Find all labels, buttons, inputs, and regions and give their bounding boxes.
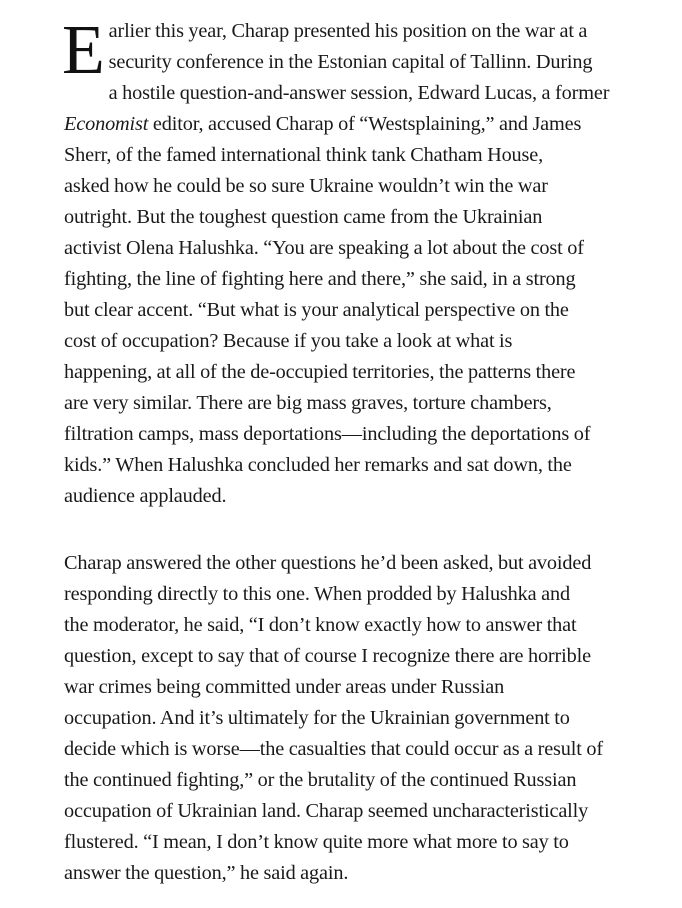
text-line: the moderator, he said, “I don’t know exactly how to answer that xyxy=(64,614,577,636)
text-line: cost of occupation? Because if you take a look at what is xyxy=(64,330,513,352)
text-line: answer the question,” he said again. xyxy=(64,862,349,884)
text-line: the continued fighting,” or the brutality of the continued Russian xyxy=(64,769,577,791)
text-line: but clear accent. “But what is your analytical perspective on the xyxy=(64,299,569,321)
text-line: occupation. And it’s ultimately for the Ukrainian government to xyxy=(64,707,570,729)
text-line: audience applauded. xyxy=(64,485,227,507)
text-line: responding directly to this one. When prodded by Halushka and xyxy=(64,583,570,605)
text-fragment: editor, accused Charap of “Westsplaining,” and James xyxy=(148,113,582,135)
text-line: security conference in the Estonian capital of Tallinn. During xyxy=(108,51,593,73)
text-line: outright. But the toughest question came from the Ukrainian xyxy=(64,206,543,228)
text-line: filtration camps, mass deportations—including the deportations of xyxy=(64,423,591,445)
text-line: question, except to say that of course I recognize there are horrible xyxy=(64,645,591,667)
drop-cap: E xyxy=(62,12,105,89)
text-line: arlier this year, Charap presented his position on the war at a xyxy=(108,20,588,42)
text-line: decide which is worse—the casualties that could occur as a result of xyxy=(64,738,603,760)
text-line: asked how he could be so sure Ukraine wouldn’t win the war xyxy=(64,175,548,197)
paragraph-2 xyxy=(64,548,624,889)
text-line: Charap answered the other questions he’d been asked, but avoided xyxy=(64,552,592,574)
text-line: kids.” When Halushka concluded her remarks and sat down, the xyxy=(64,454,572,476)
paragraph-1 xyxy=(62,12,624,512)
text-line: are very similar. There are big mass graves, torture chambers, xyxy=(64,392,552,414)
text-line: happening, at all of the de-occupied territories, the patterns there xyxy=(64,361,576,383)
text-line: occupation of Ukrainian land. Charap seemed uncharacteristically xyxy=(64,800,589,822)
text-line: Sherr, of the famed international think tank Chatham House, xyxy=(64,144,544,166)
text-line: activist Olena Halushka. “You are speaking a lot about the cost of xyxy=(64,237,584,259)
article-body xyxy=(62,12,624,889)
text-line-with-publication xyxy=(64,109,624,140)
text-line: a hostile question-and-answer session, Edward Lucas, a former xyxy=(108,82,610,104)
publication-name: Economist xyxy=(64,113,149,135)
text-line: war crimes being committed under areas under Russian xyxy=(64,676,505,698)
text-line: fighting, the line of fighting here and there,” she said, in a strong xyxy=(64,268,576,290)
text-line: flustered. “I mean, I don’t know quite more what more to say to xyxy=(64,831,569,853)
